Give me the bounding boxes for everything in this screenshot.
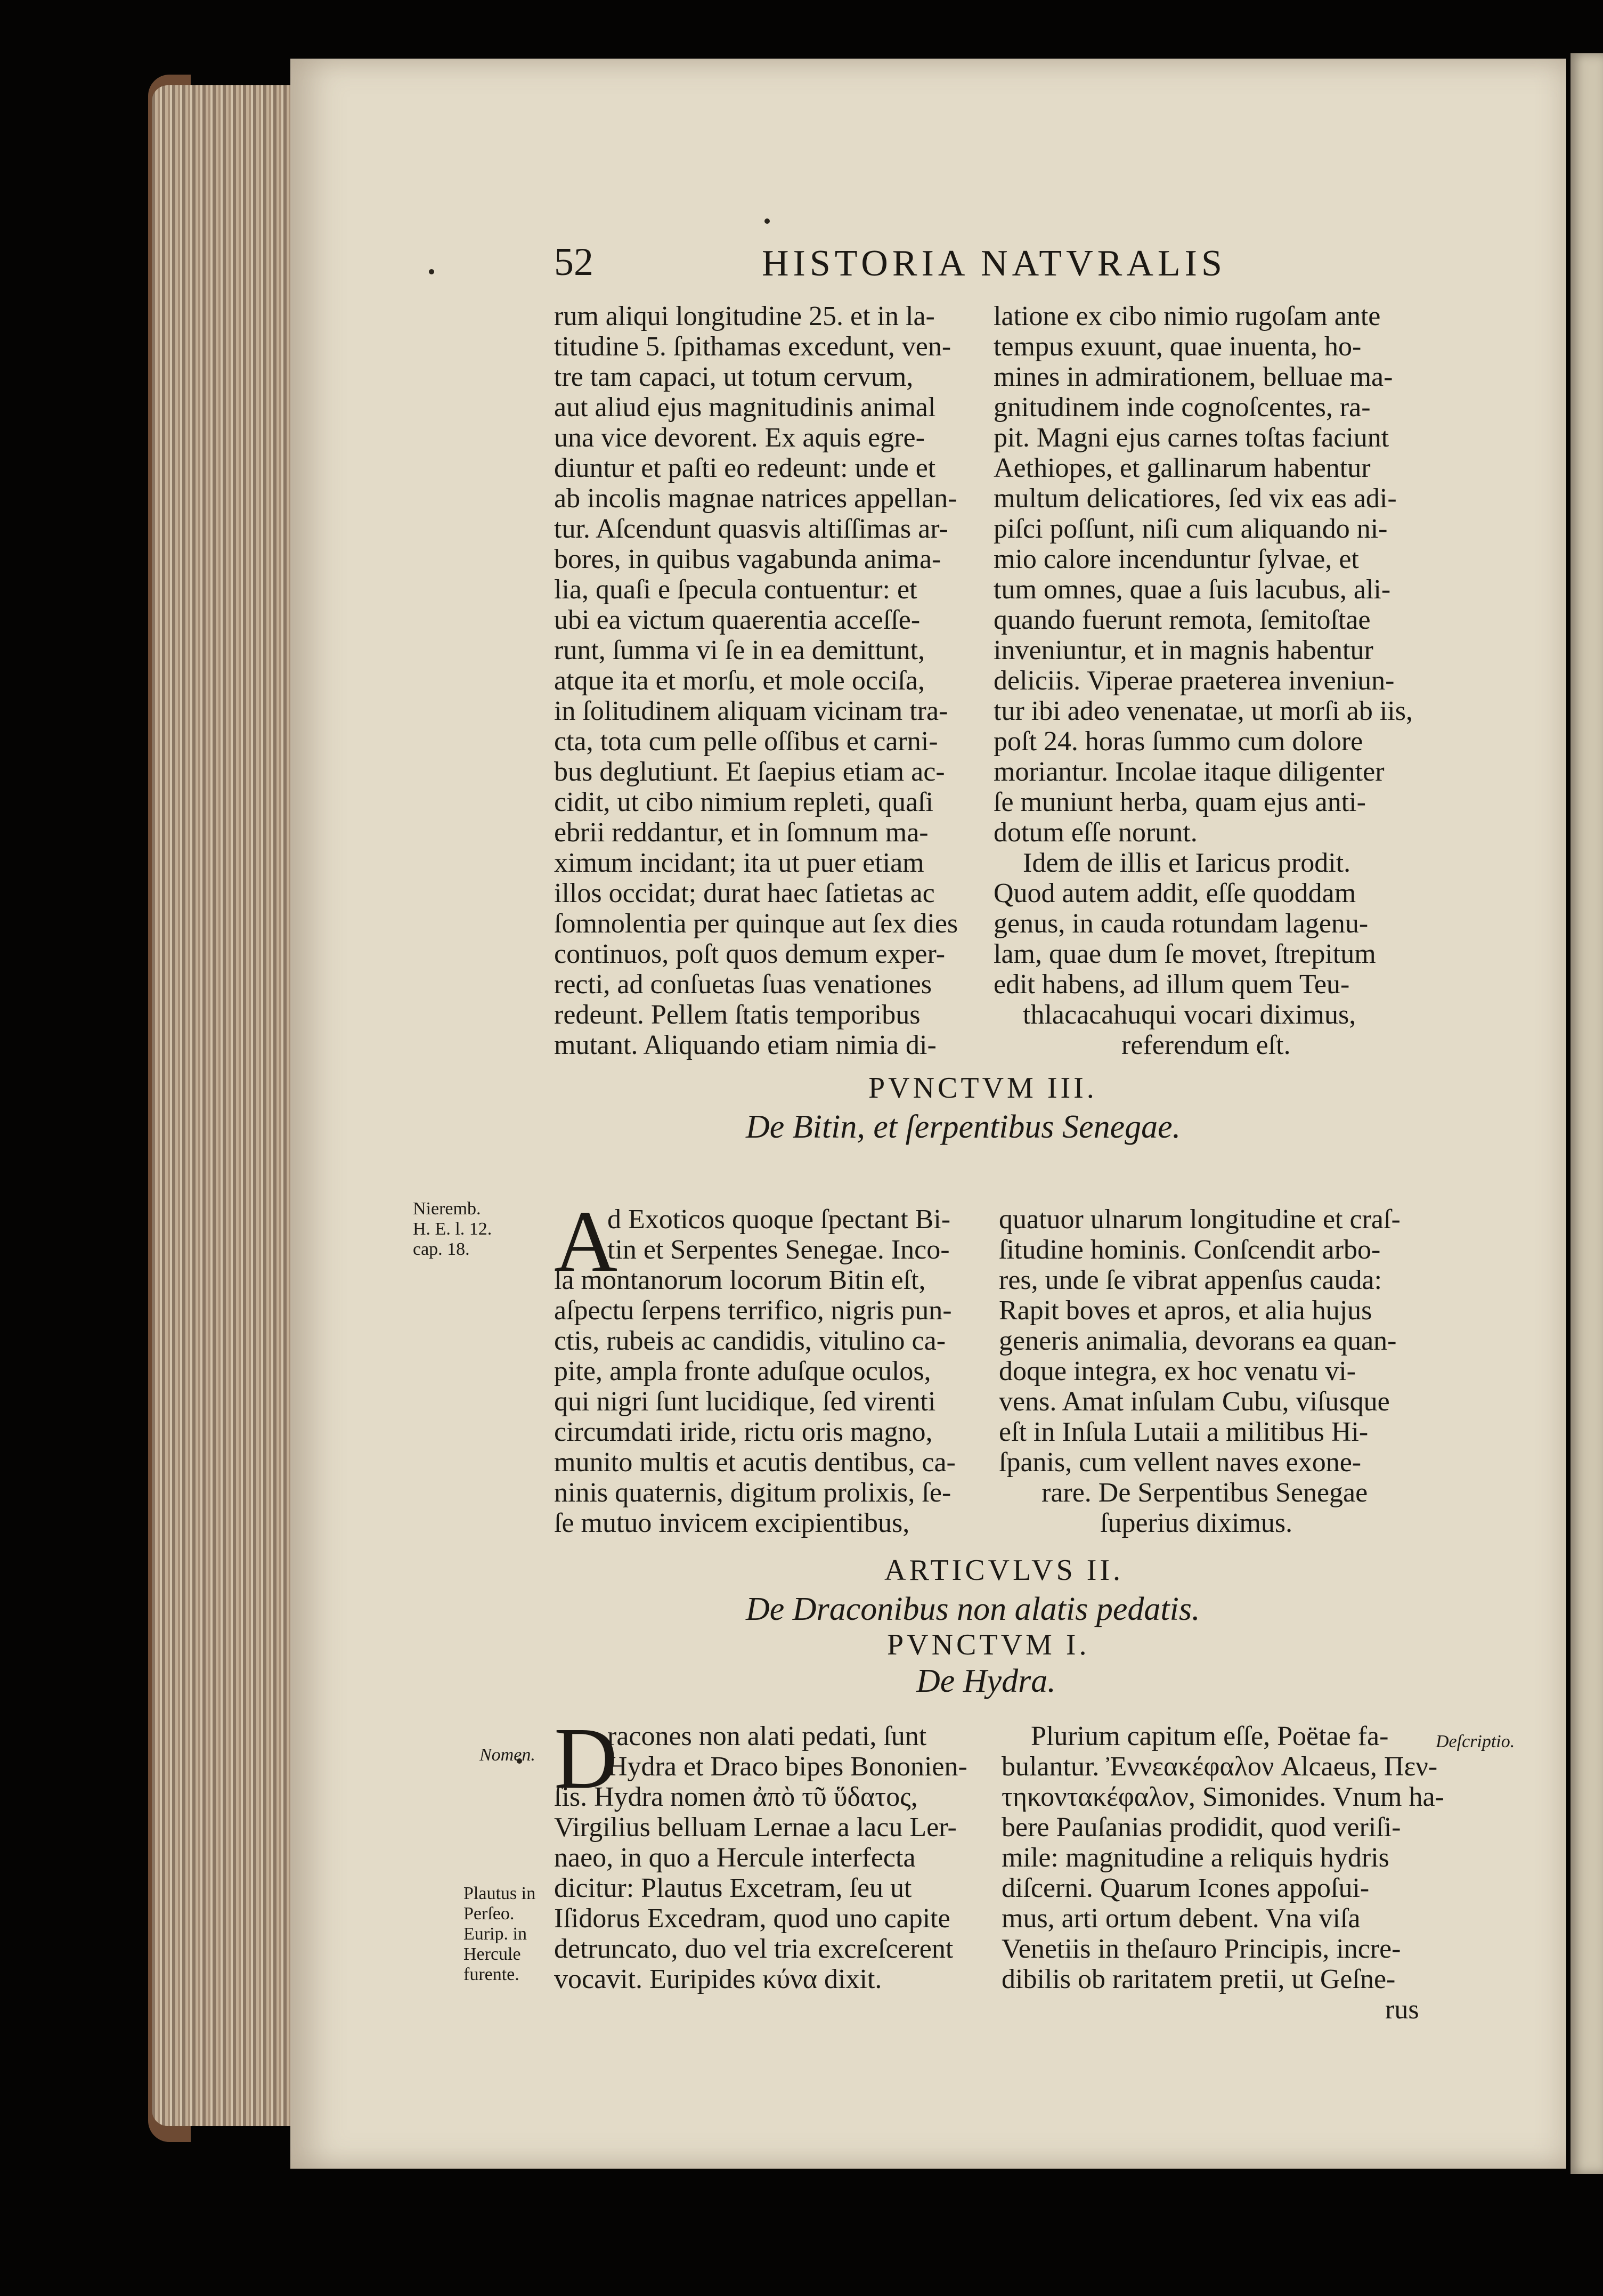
margin-line: cap. 18.: [413, 1239, 470, 1259]
text-line: Virgilius belluam Lernae a lacu Ler-: [554, 1812, 957, 1843]
catchword: rus: [1385, 1994, 1419, 2025]
text-line: cidit, ut cibo nimium repleti, quaſi: [554, 787, 933, 817]
drop-cap: D: [554, 1709, 618, 1807]
text-line: Plurium capitum eſſe, Poëtae fa-: [1031, 1721, 1389, 1751]
text-line: aut aliud ejus magnitudinis animal: [554, 392, 936, 423]
text-line: recti, ad conſuetas ſuas venationes: [554, 969, 932, 1000]
section2-column-right: [1002, 1721, 1444, 2025]
text-line: diuntur et paſti eo redeunt: unde et: [554, 453, 936, 483]
column-right-top: [994, 301, 1425, 1060]
text-line: bere Pauſanias prodidit, quod veriſi-: [1002, 1812, 1401, 1843]
text-line: piſci poſſunt, niſi cum aliquando ni-: [994, 514, 1388, 544]
text-line: quatuor ulnarum longitudine et craſ-: [999, 1204, 1401, 1235]
text-line: eſt in Inſula Lutaii a militibus Hi-: [999, 1417, 1369, 1447]
text-line: detruncato, duo vel tria excreſcerent: [554, 1934, 954, 1964]
text-line: Iſidorus Excedram, quod uno capite: [554, 1903, 950, 1934]
text-line: ſuperius diximus.: [1100, 1508, 1293, 1538]
text-line: naeo, in quo a Hercule interfecta: [554, 1843, 916, 1873]
text-line: vens. Amat inſulam Cubu, viſusque: [999, 1386, 1390, 1417]
text-line: circumdati iride, rictu oris magno,: [554, 1417, 933, 1447]
text-line: ximum incidant; ita ut puer etiam: [554, 848, 924, 878]
text-line: lia, quaſi e ſpecula contuentur: et: [554, 574, 917, 605]
text-line: Idem de illis et Iaricus prodit.: [1023, 848, 1351, 878]
facing-page-edge: [1571, 53, 1603, 2174]
text-line: gnitudinem inde cognoſcentes, ra-: [994, 392, 1371, 423]
text-line: illos occidat; durat haec ſatietas ac: [554, 878, 935, 908]
text-line: ebrii reddantur, et in ſomnum ma-: [554, 817, 929, 848]
section-label: PVNCTVM III.: [868, 1072, 1097, 1105]
text-line: rum aliqui longitudine 25. et in la-: [554, 301, 935, 331]
text-line: Aethiopes, et gallinarum habentur: [994, 453, 1371, 483]
text-line: mines in admirationem, belluae ma-: [994, 362, 1393, 392]
section1-column-right: [999, 1204, 1430, 1538]
margin-line: Plautus in: [463, 1884, 536, 1903]
text-line: ubi ea victum quaerentia acceſſe-: [554, 605, 921, 635]
text-line: res, unde ſe vibrat appenſus cauda:: [999, 1265, 1382, 1295]
text-line: Hydra et Draco bipes Bononien-: [607, 1751, 967, 1782]
text-line: tum omnes, quae a ſuis lacubus, ali-: [994, 574, 1391, 605]
text-line: atque ita et morſu, et mole occiſa,: [554, 666, 925, 696]
text-line: deliciis. Viperae praeterea inveniun-: [994, 666, 1395, 696]
text-line: Venetiis in theſauro Principis, incre-: [1002, 1934, 1401, 1964]
margin-line: furente.: [463, 1965, 519, 1984]
page-number: 52: [554, 240, 593, 284]
text-line: continuos, poſt quos demum exper-: [554, 939, 946, 969]
text-line: redeunt. Pellem ſtatis temporibus: [554, 1000, 921, 1030]
text-line: moriantur. Incolae itaque diligenter: [994, 757, 1385, 787]
subsection-label: PVNCTVM I.: [887, 1628, 1090, 1661]
text-line: diſcerni. Quarum Icones appoſui-: [1002, 1873, 1370, 1903]
text-line: doque integra, ex hoc venatu vi-: [999, 1356, 1356, 1386]
text-line: dicitur: Plautus Excetram, ſeu ut: [554, 1873, 912, 1903]
text-line: ſomnolentia per quinque aut ſex dies: [554, 908, 958, 939]
text-line: vocavit. Euripides κύνα dixit.: [554, 1964, 882, 1994]
text-line: thlacacahuqui vocari diximus,: [1023, 1000, 1356, 1030]
text-line: in ſolitudinem aliquam vicinam tra-: [554, 696, 948, 726]
running-title: HISTORIA NATVRALIS: [762, 243, 1226, 284]
text-line: poſt 24. horas ſummo cum dolore: [994, 726, 1363, 757]
text-line: edit habens, ad illum quem Teu-: [994, 969, 1350, 1000]
book-page: [290, 59, 1566, 2169]
text-line: ſe muniunt herba, quam ejus anti-: [994, 787, 1366, 817]
column-left-top: [554, 301, 986, 1060]
text-line: Rapit boves et apros, et alia hujus: [999, 1295, 1372, 1326]
text-line: referendum eſt.: [1121, 1030, 1291, 1060]
text-line: genus, in cauda rotundam lagenu-: [994, 908, 1369, 939]
text-line: ſitudine hominis. Conſcendit arbo-: [999, 1235, 1381, 1265]
text-line: tin et Serpentes Senegae. Inco-: [607, 1235, 950, 1265]
margin-line: Nieremb.: [413, 1199, 481, 1219]
text-line: mutant. Aliquando etiam nimia di-: [554, 1030, 937, 1060]
text-line: pit. Magni ejus carnes toſtas faciunt: [994, 423, 1389, 453]
text-line: tur ibi adeo venenatae, ut morſi ab iis,: [994, 696, 1413, 726]
text-line: quando fuerunt remota, ſemitoſtae: [994, 605, 1371, 635]
text-line: ſpanis, cum vellent naves exone-: [999, 1447, 1362, 1478]
text-line: runt, ſumma vi ſe in ea demittunt,: [554, 635, 925, 666]
margin-note-plautus: [463, 1884, 535, 1985]
text-line: tempus exuunt, quae inuenta, ho-: [994, 331, 1362, 362]
margin-line: Hercule: [463, 1944, 521, 1964]
text-line: lam, quae dum ſe movet, ſtrepitum: [994, 939, 1376, 969]
ink-dot: [429, 269, 434, 274]
text-line: munito multis et acutis dentibus, ca-: [554, 1447, 956, 1478]
text-line: bulantur. Ἐννεακέφαλον Alcaeus, Πεν-: [1002, 1751, 1438, 1782]
text-line: racones non alati pedati, ſunt: [607, 1721, 927, 1751]
text-line: inveniuntur, et in magnis habentur: [994, 635, 1373, 666]
section-title: De Bitin, et ſerpentibus Senegae.: [746, 1109, 1181, 1145]
text-line: tur. Aſcendunt quasvis altiſſimas ar-: [554, 514, 948, 544]
text-line: dibilis ob raritatem pretii, ut Geſne-: [1002, 1964, 1396, 1994]
text-line: una vice devorent. Ex aquis egre-: [554, 423, 925, 453]
text-line: bores, in quibus vagabunda anima-: [554, 544, 941, 574]
text-line: τηκοντακέφαλον, Simonides. Vnum ha-: [1002, 1782, 1444, 1812]
margin-line: Eurip. in: [463, 1924, 527, 1944]
article-label: ARTICVLVS II.: [884, 1554, 1124, 1587]
text-line: ſe mutuo invicem excipientibus,: [554, 1508, 910, 1538]
text-line: la montanorum locorum Bitin eſt,: [554, 1265, 926, 1295]
ink-dot: [764, 218, 770, 224]
text-line: multum delicatiores, ſed vix eas adi-: [994, 483, 1397, 514]
subsection-title: De Hydra.: [916, 1663, 1056, 1699]
text-line: mio calore incenduntur ſylvae, et: [994, 544, 1359, 574]
page-edges: [152, 85, 298, 2126]
article-title: De Draconibus non alatis pedatis.: [746, 1591, 1200, 1627]
text-line: rare. De Serpentibus Senegae: [1041, 1478, 1368, 1508]
text-line: ctis, rubeis ac candidis, vitulino ca-: [554, 1326, 946, 1356]
margin-note: [413, 1199, 492, 1260]
text-line: ninis quaternis, digitum prolixis, ſe-: [554, 1478, 951, 1508]
margin-line: Perſeo.: [463, 1904, 515, 1924]
text-line: generis animalia, devorans ea quan-: [999, 1326, 1397, 1356]
text-line: bus deglutiunt. Et ſaepius etiam ac-: [554, 757, 945, 787]
text-line: d Exoticos quoque ſpectant Bi-: [607, 1204, 951, 1235]
text-line: mile: magnitudine a reliquis hydris: [1002, 1843, 1389, 1873]
drop-cap: A: [554, 1192, 618, 1290]
text-line: mus, arti ortum debent. Vna viſa: [1002, 1903, 1361, 1934]
text-line: qui nigri ſunt lucidique, ſed virenti: [554, 1386, 936, 1417]
text-line: aſpectu ſerpens terrifico, nigris pun-: [554, 1295, 952, 1326]
margin-line: H. E. l. 12.: [413, 1219, 492, 1239]
text-line: dotum eſſe norunt.: [994, 817, 1198, 848]
text-line: cta, tota cum pelle oſſibus et carni-: [554, 726, 938, 757]
text-line: Quod autem addit, eſſe quoddam: [994, 878, 1356, 908]
margin-note-descriptio: Deſcriptio.: [1436, 1732, 1515, 1751]
margin-note-nomen: Nomen.: [479, 1745, 535, 1765]
text-line: tre tam capaci, ut totum cervum,: [554, 362, 914, 392]
section1-column-left: [554, 1192, 986, 1538]
section2-column-left: [554, 1709, 986, 1994]
text-line: latione ex cibo nimio rugoſam ante: [994, 301, 1381, 331]
text-line: titudine 5. ſpithamas excedunt, ven-: [554, 331, 951, 362]
text-line: pite, ampla fronte aduſque oculos,: [554, 1356, 931, 1386]
text-line: ab incolis magnae natrices appellan-: [554, 483, 957, 514]
text-line: ſis. Hydra nomen ἀπὸ τῦ ὕδατος,: [554, 1782, 918, 1812]
